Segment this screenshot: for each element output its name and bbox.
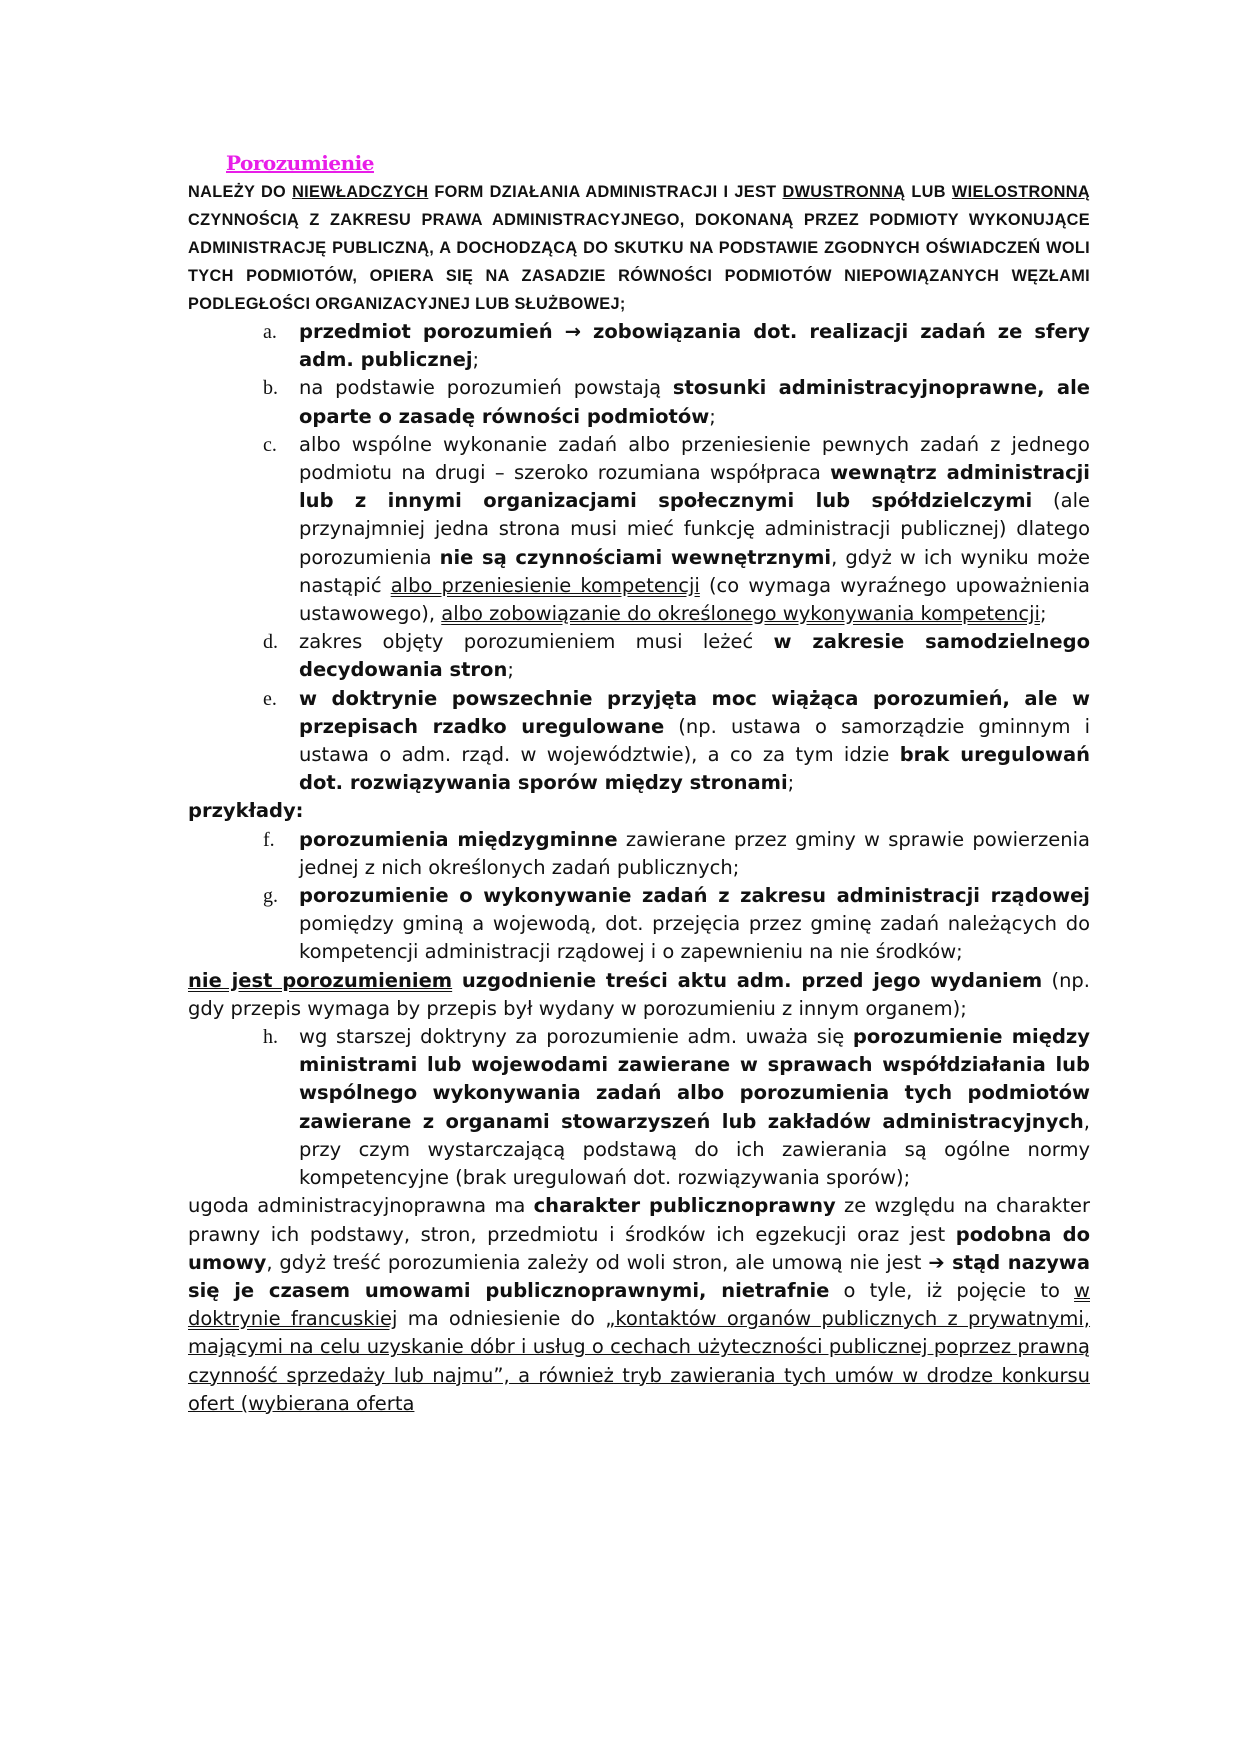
text-run: (np. ustawa o samorządzie gminnym i ustawa o adm. rząd. w województwie), a co za tym idzie [299,714,1090,767]
list-marker: a. [263,321,277,343]
bold-text: wewnątrz administracji lub z innymi organizacjami społecznymi lub spółdzielczymi [299,461,1090,513]
text-run: zawierane przez gminy w sprawie powierzenia jednej z nich określonych zadań publicznych; [299,827,1091,879]
text-run: FORM DZIAŁANIA ADMINISTRACJI I JEST [428,183,783,201]
text-run: , gdyż w ich wyniku może nastąpić [299,545,1090,597]
bold-text: brak uregulowań dot. rozwiązywania sporów między stronami [299,743,1090,795]
text-run: o tyle, iż pojęcie to [829,1278,1075,1302]
text-run: ze względu na charakter prawny ich podstawy, stron, przedmiotu i środków ich egzekucji oraz jest [188,1194,1090,1246]
underlined-text: WIELOSTRONNĄ [951,183,1090,201]
list-item [188,1023,1090,1192]
bold-text: w zakresie samodzielnego decydowania stron [299,630,1091,682]
text-run: ; [787,771,795,795]
bold-text: porozumienia międzygminne [299,827,618,851]
bold-text: nie jest porozumieniem [188,968,453,992]
bold-text: uzgodnienie treści aktu adm. przed jego wydaniem [452,968,1043,992]
bold-text: stosunki administracyjnoprawne, ale oparte o zasadę równości podmiotów [299,376,1090,428]
text-run: zakres objęty porozumieniem musi leżeć [299,630,774,654]
text-run: CZYNNOŚCIĄ Z ZAKRESU PRAWA ADMINISTRACYJNEGO, DOKONANĄ PRZEZ PODMIOTY WYKONUJĄCE ADMINISTRACJĘ PUBLICZNĄ, A DOCHODZĄCĄ DO SKUTKU NA PODSTAWIE ZGODNYCH OŚWIADCZEŃ WOLI TYCH PODMIOTÓW, OPIERA SIĘ NA ZASADZIE RÓWNOŚCI PODMIOTÓW NIEPOWIĄZANYCH WĘZŁAMI PODLEGŁOŚCI ORGANIZACYJNEJ LUB SŁUŻBOWEJ; [188,211,1090,313]
bold-text: nie są czynnościami wewnętrznymi [439,545,832,569]
list-marker: g. [263,885,278,908]
underlined-text: „kontaktów organów publicznych z prywatnymi, mającymi na celu uzyskanie dóbr i usług o cechach użyteczności publicznej poprzez prawną czynność sprzedaży lub najmu”, a również tryb zawierania tych umów w drodze konkursu ofert (wybierana oferta [188,1307,1091,1415]
document-page [188,148,1090,1418]
paragraph [188,797,1090,825]
text-run: ugoda administracyjnoprawna ma [188,1194,534,1218]
text-run: NALEŻY DO [188,183,293,201]
paragraph [188,178,1090,318]
list-marker: b. [263,377,278,400]
bold-text: przykłady: [188,799,304,823]
text-run: ; [507,658,514,682]
bold-text: porozumienie między ministrami lub wojewodami zawierane w sprawach współdziałania lub wspólnego wykonywania zadań albo porozumienia tych podmiotów zawierane z organami stowarzyszeń lub zakładów administracyjnych [299,1025,1090,1133]
list-marker: d. [263,631,278,654]
text-run: , gdyż treść porozumienia zależy od woli stron, ale umową nie jest [266,1250,929,1274]
underlined-text: NIEWŁADCZYCH [292,183,429,201]
paragraph [188,1192,1090,1418]
list-item [188,685,1090,798]
text-run: LUB [905,183,952,201]
underlined-text: DWUSTRONNĄ [782,183,906,201]
text-run: pomiędzy gminą a wojewodą, dot. przejęcia przez gminę zadań należących do kompetencji administracji rządowej i o zapewnieniu na nie środków; [299,912,1090,964]
list-marker: f. [263,828,275,851]
list-marker: c. [263,433,277,456]
paragraph [188,967,1090,1023]
bold-text: porozumienie o wykonywanie zadań z zakresu administracji rządowej [299,884,1090,908]
underlined-text: w doktrynie francuskiej [188,1278,1090,1331]
list-marker: h. [263,1026,278,1049]
bold-text: ➔ stąd nazywa się je czasem umowami publicznoprawnymi, nietrafnie [188,1250,1090,1302]
text-run: , przy czym wystarczającą podstawą do ich zawierania są ogólne normy kompetencyjne (brak uregulowań dot. rozwiązywania sporów); [299,1109,1090,1190]
text-run: ; [472,348,480,372]
text-run: (np. gdy przepis wymaga by przepis był wydany w porozumieniu z innym organem); [188,968,1090,1020]
bold-text: podobna do umowy [188,1222,1090,1274]
list-item [188,882,1090,967]
underlined-text: albo zobowiązanie do określonego wykonywania kompetencji [441,602,1040,626]
bold-text: charakter publicznoprawny [533,1194,836,1218]
list-item [188,318,1090,374]
list-item [188,628,1090,684]
text-run: (co wymaga wyraźnego upoważnienia ustawowego), [299,573,1090,626]
text-run: ; [709,404,716,428]
underlined-text: albo przeniesienie kompetencji [390,573,700,597]
text-run: ; [1039,602,1047,626]
document-title: Porozumienie [226,151,374,175]
document-body [188,178,1090,1418]
text-run: (ale przynajmniej jedna strona musi mieć funkcję administracji publicznej) dlatego porozumienia [299,489,1090,569]
text-run: albo wspólne wykonanie zadań albo przeniesienie pewnych zadań z jednego podmiotu na drugi – szeroko rozumiana współpraca [299,432,1090,485]
bold-text: w doktrynie powszechnie przyjęta moc wiążąca porozumień, ale w przepisach rzadko uregulowane [299,686,1090,738]
list-item [188,431,1090,628]
bold-text: przedmiot porozumień → zobowiązania dot. realizacji zadań ze sfery adm. publicznej [299,320,1090,372]
text-run: na podstawie porozumień powstają [299,376,673,400]
text-run: wg starszej doktryny za porozumienie adm. uważa się [299,1025,853,1049]
list-item [188,826,1090,882]
list-marker: e. [263,687,277,710]
list-item [188,374,1090,430]
text-run: ma odniesienie do [397,1307,606,1331]
